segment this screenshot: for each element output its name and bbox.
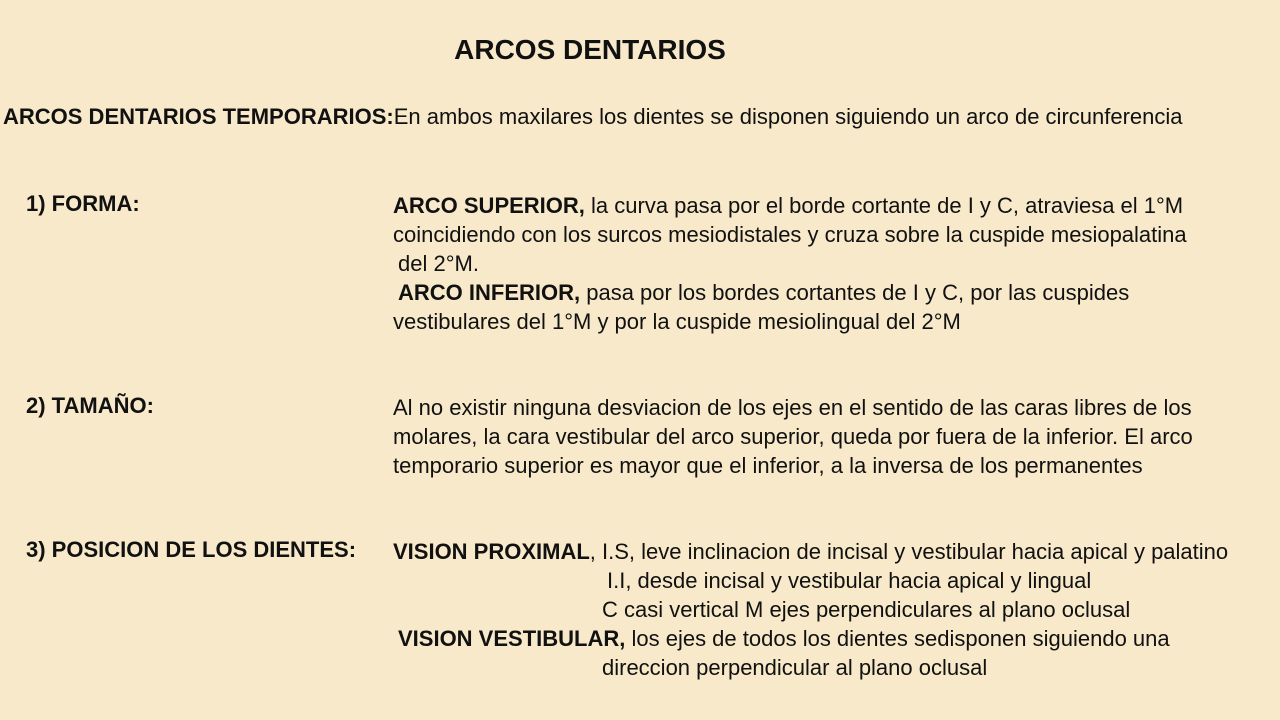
posicion-vestibular-line2: direccion perpendicular al plano oclusal [602,655,988,680]
vision-proximal-heading: VISION PROXIMAL [393,539,590,564]
forma-superior-line2: coincidiendo con los surcos mesiodistales y cruza sobre la cuspide mesiopalatina [393,222,1187,247]
posicion-proximal-line1 [393,537,1280,566]
forma-inferior-line2: vestibulares del 1°M y por la cuspide mesiolingual del 2°M [393,309,961,334]
arco-inferior-heading: ARCO INFERIOR, [398,280,581,305]
forma-superior-text1: la curva pasa por el borde cortante de I y C, atraviesa el 1°M [584,193,1184,218]
forma-superior-line1 [393,191,1273,220]
posicion-content [393,537,1280,682]
posicion-proximal-line2: I.I, desde incisal y vestibular hacia apical y lingual [607,568,1092,593]
tamano-line1: Al no existir ninguna desviacion de los ejes en el sentido de las caras libres de los [393,395,1192,420]
posicion-label: 3) POSICION DE LOS DIENTES: [26,537,357,562]
posicion-vestibular-line1 [393,624,1280,653]
intro-text: En ambos maxilares los dientes se disponen siguiendo un arco de circunferencia [393,104,1183,129]
posicion-vestibular-text1: los ejes de todos los dientes sedisponen siguiendo una [625,626,1170,651]
posicion-proximal-line3: C casi vertical M ejes perpendiculares al plano oclusal [602,597,1131,622]
slide-title: ARCOS DENTARIOS [454,34,726,65]
intro-label: ARCOS DENTARIOS TEMPORARIOS: [3,104,394,129]
forma-content [393,191,1273,336]
forma-superior-line3: del 2°M. [398,251,479,276]
tamano-line2: molares, la cara vestibular del arco superior, queda por fuera de la inferior. El arco [393,424,1193,449]
tamano-line3: temporario superior es mayor que el inferior, a la inversa de los permanentes [393,453,1143,478]
forma-label: 1) FORMA: [26,191,140,216]
arco-superior-heading: ARCO SUPERIOR, [393,193,585,218]
forma-inferior-line1 [393,278,1273,307]
tamano-label: 2) TAMAÑO: [26,393,154,418]
tamano-content [393,393,1273,480]
intro-paragraph [3,104,1183,130]
forma-inferior-text1: pasa por los bordes cortantes de I y C, por las cuspides [580,280,1130,305]
posicion-proximal-text1: , I.S, leve inclinacion de incisal y vestibular hacia apical y palatino [589,539,1229,564]
vision-vestibular-heading: VISION VESTIBULAR, [398,626,626,651]
